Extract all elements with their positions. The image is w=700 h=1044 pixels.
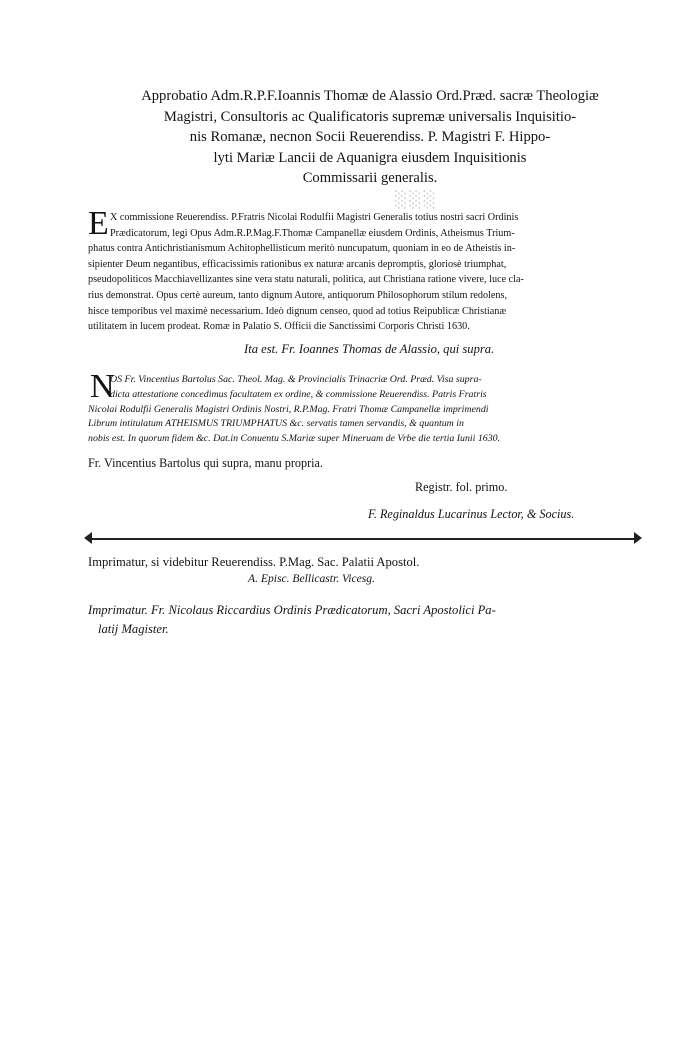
title-line: nis Romanæ, necnon Socii Reuerendiss. P. Magistri F. Hippo- <box>189 129 551 145</box>
text-line: pseudopoliticos Macchiavellizantes sine vera statu naturali, politica, aut Christiana ratione vivere, luce cla- <box>88 274 524 286</box>
text-line: X commissione Reuerendiss. P.Fratris Nicolai Rodulfii Magistri Generalis totius nostri sacri Ordinis <box>110 212 519 223</box>
register-note: Registr. fol. primo. <box>415 480 508 494</box>
alassio-signature: Ita est. Fr. Ioannes Thomas de Alassio, qui supra. <box>244 342 495 356</box>
title-line: lyti Mariæ Lancii de Aquanigra eiusdem Inquisitionis <box>213 149 527 166</box>
text-line: Librum intitulatum ATHEISMUS TRIUMPHATUS &c. servatis tamen servandis, & quantum in <box>88 418 464 430</box>
title-line: Magistri, Consultoris ac Qualificatoris supremæ universalis Inquisitio- <box>163 108 577 125</box>
title-line: Commissarii generalis. <box>302 170 438 186</box>
approbatio-text <box>88 205 648 335</box>
rule-right-end <box>634 532 642 544</box>
text-line: Nicolai Rodulfii Generalis Magistri Ordinis Nostri, R.P.Mag. Fratri Thomæ Campanellæ imprimendi <box>88 403 489 415</box>
text-line: OS Fr. Vincentius Bartolus Sac. Theol. Mag. & Provincialis Trinacriæ Ord. Præd. Visa supra- <box>110 374 482 385</box>
bartolus-signature: Fr. Vincentius Bartolus qui supra, manu propria. <box>88 456 323 470</box>
dropcap-n: N <box>90 368 115 405</box>
divider-rule <box>90 538 636 540</box>
text-line: nobis est. In quorum fidem &c. Dat.in Conuentu S.Mariæ super Mineruam de Vrbe die tertia Iunii 1630. <box>88 433 501 445</box>
imprimatur-first: Imprimatur, si videbitur Reuerendiss. P.Mag. Sac. Palatii Apostol. <box>88 555 420 569</box>
text-line: utilitatem in lucem prodeat. Romæ in Palatio S. Officii die Sanctissimi Corporis Christi 1630. <box>88 321 470 333</box>
approbation-title <box>80 86 660 189</box>
imprimatur-second-line-1: Imprimatur. Fr. Nicolaus Riccardius Ordinis Prædicatorum, Sacri Apostolici Pa- <box>88 603 496 617</box>
text-line: sipienter Deum negantibus, efficacissimis rationibus ex naturæ arcanis depromptis, gloriosè triumphat, <box>88 258 507 270</box>
nos-text <box>88 368 648 447</box>
dropcap-e: E <box>88 205 109 242</box>
imprimatur-first-sign: A. Episc. Bellicastr. Vicesg. <box>248 572 375 585</box>
text-line: Prædicatorum, legi Opus Adm.R.P.Mag.F.Thomæ Campanellæ eiusdem Ordinis, Atheismus Trium- <box>110 227 515 239</box>
text-line: rius demonstrat. Opus certè aureum, tanto dignum Autore, antiquorum Philosophorum stilum redolens, <box>88 289 508 301</box>
text-line: dicta attestatione concedimus facultatem ex ordine, & commissione Reuerendiss. Patris Fratris <box>110 388 487 400</box>
imprimatur-second-line-2: latij Magister. <box>98 622 169 636</box>
text-line: phatus contra Antichristianismum Achitophellisticum meritò nuncupatum, quoniam in eo de Atheistis in- <box>88 243 516 255</box>
text-line: hisce temporibus vel maximè necessarium. Ideò dignum censeo, quod ad totius Reipublicæ Christianæ <box>88 305 507 317</box>
title-line: Approbatio Adm.R.P.F.Ioannis Thomæ de Alassio Ord.Præd. sacræ Theologiæ <box>141 88 599 104</box>
socius-signature: F. Reginaldus Lucarinus Lector, & Socius. <box>368 507 575 521</box>
bleed-through-artifact: ░░░ <box>395 190 438 209</box>
